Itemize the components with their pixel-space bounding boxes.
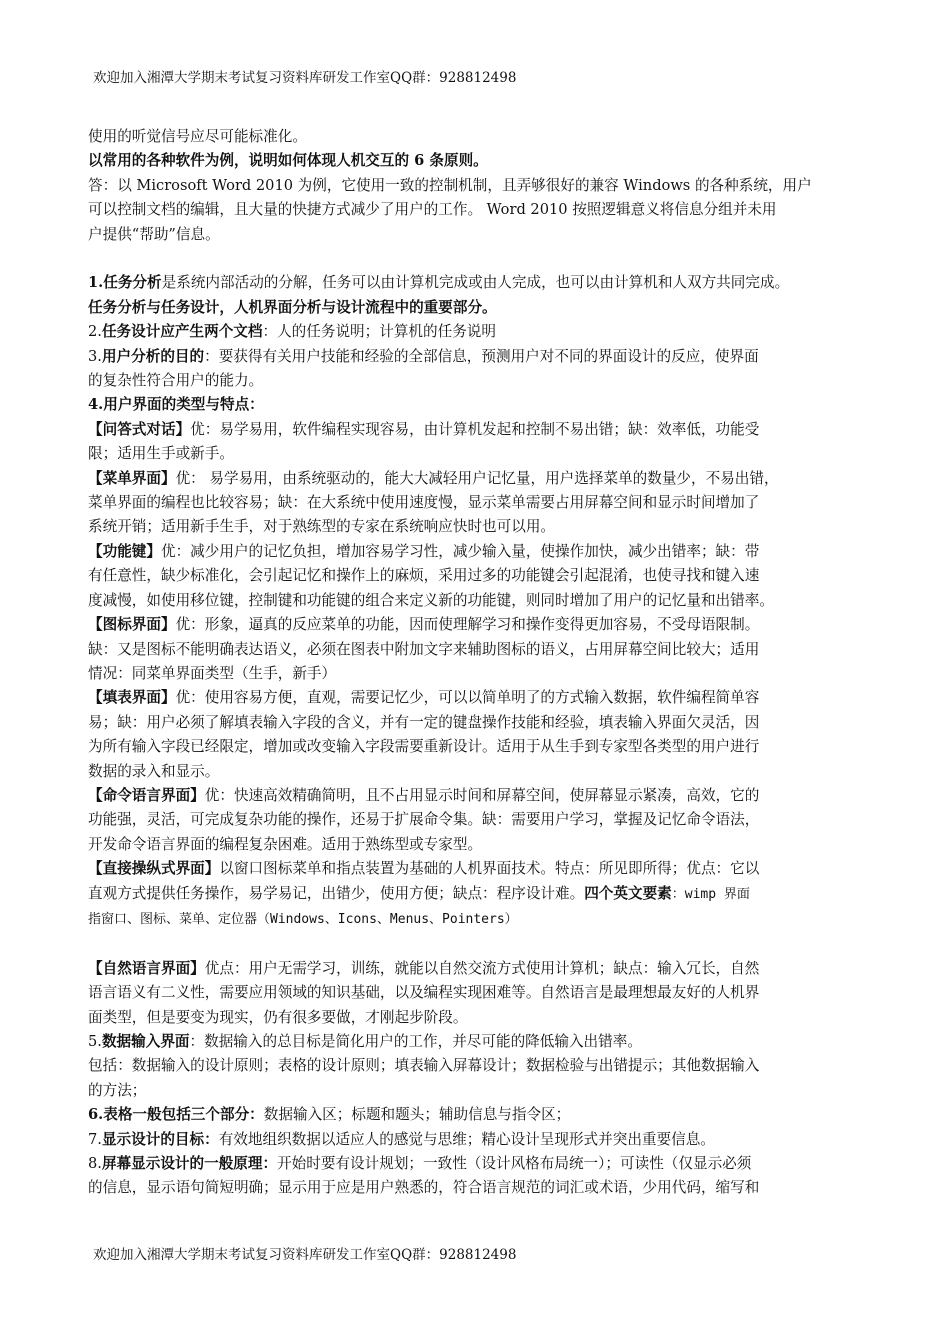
bold-text: 【图标界面】 [88, 616, 176, 634]
mono-text: ：wimp 界面 [671, 886, 750, 902]
bold-text: 任务分析与任务设计，人机界面分析与设计流程中的重要部分。 [88, 298, 497, 316]
text-span: 限；适用生手或新手。 [88, 445, 234, 463]
text-span: 优：使用容易方便，直观，需要记忆少，可以以简单明了的方式输入数据，软件编程简单容 [175, 689, 760, 707]
text-span: 缺：又是图标不能明确表达语义，必须在图表中附加文字来辅助图标的语义，占用屏幕空间比较大；适用 [88, 640, 760, 658]
text-span: 优：快速高效精确简明，且不占用显示时间和屏幕空间，使屏幕显示紧凑，高效，它的 [204, 786, 760, 804]
text-span: 数据输入区；标题和题头；辅助信息与指令区； [263, 1106, 571, 1124]
text-span: 优点：用户无需学习，训练，就能以自然交流方式使用计算机；缺点：输入冗长，自然 [204, 959, 760, 977]
text-line [88, 882, 878, 907]
text-span: 有效地组织数据以适应人的感觉与思维；精心设计呈现形式并突出重要信息。 [218, 1130, 715, 1148]
text-span: 答：以 Microsoft Word 2010 为例，它使用一致的控制机制，且弄够很好的兼容 Windows 的各种系统，用户 [88, 176, 812, 194]
bold-text: 【直接操纵式界面】 [88, 860, 220, 878]
document-body [88, 125, 878, 1201]
text-span: 有任意性，缺少标准化，会引起记忆和操作上的麻烦，采用过多的功能键会引起混淆，也使寻找和键入速 [88, 567, 760, 585]
text-span: 优： 易学易用，由系统驱动的，能大大减轻用户记忆量，用户选择菜单的数量少，不易出错， [175, 469, 779, 487]
text-line [88, 1128, 878, 1152]
text-span: 菜单界面的编程也比较容易；缺：在大系统中使用速度慢，显示菜单需要占用屏幕空间和显示时间增加了 [88, 494, 760, 512]
text-line [88, 320, 878, 344]
text-line [88, 1054, 878, 1078]
text-span: 包括：数据输入的设计原则；表格的设计原则；填表输入屏幕设计；数据检验与出错提示；其他数据输入 [88, 1057, 760, 1075]
page-footer: 欢迎加入湘潭大学期末考试复习资料库研发工作室QQ群：928812498 [93, 1247, 517, 1263]
bold-text: 6.表格一般包括三个部分： [88, 1106, 264, 1124]
bold-text: 显示设计的目标： [101, 1130, 219, 1148]
bold-text: 用户分析的目的 [101, 347, 205, 365]
text-span: 是系统内部活动的分解，任务可以由计算机完成或由人完成，也可以由计算机和人双方共同完成。 [161, 274, 790, 292]
text-line [88, 784, 878, 808]
text-span: 优：减少用户的记忆负担，增加容易学习性，减少输入量，使操作加快，减少出错率；缺：带 [160, 542, 760, 560]
text-span: 情况：同菜单界面类型（生手，新手） [88, 664, 337, 682]
text-span: 开始时要有设计规划；一致性（设计风格布局统一）；可读性（仅显示必须 [277, 1155, 752, 1173]
text-line [88, 125, 878, 149]
text-line [88, 296, 878, 320]
bold-text: 【命令语言界面】 [88, 786, 205, 804]
text-span: 7. [88, 1130, 102, 1148]
text-span: 2. [88, 323, 102, 341]
text-line [88, 1079, 878, 1103]
text-span: 优：易学易用，软件编程实现容易，由计算机发起和控制不易出错；缺：效率低，功能受 [190, 420, 760, 438]
text-line [88, 613, 878, 637]
text-line [88, 442, 878, 466]
text-line [88, 223, 878, 247]
text-line [88, 369, 878, 393]
text-span: ：数据输入的总目标是简化用户的工作，并尽可能的降低输入出错率。 [189, 1033, 642, 1050]
text-span: 语言语义有二义性，需要应用领域的知识基础，以及编程实现困难等。自然语言是最理想最友好的人机界 [88, 984, 760, 1002]
text-span: 以窗口图标菜单和指点装置为基础的人机界面技术。特点：所见即所得；优点：它以 [219, 860, 760, 878]
text-line [88, 1006, 878, 1030]
text-span: ：要获得有关用户技能和经验的全部信息，预测用户对不同的界面设计的反应，使界面 [204, 347, 759, 365]
text-line [88, 808, 878, 832]
bold-text: 【填表界面】 [88, 689, 176, 707]
text-line [88, 418, 878, 442]
text-span: 面类型，但是要变为现实，仍有很多要做，才刚起步阶段。 [88, 1008, 468, 1026]
bold-text: 屏幕显示设计的一般原理： [101, 1155, 278, 1173]
text-span: 直观方式提供任务操作，易学易记，出错少，使用方便；缺点：程序设计难。 [88, 884, 585, 902]
text-line [88, 1030, 878, 1054]
bold-text: 【功能键】 [88, 542, 161, 560]
bold-text: 1.任务分析 [88, 274, 162, 292]
text-span: 开发命令语言界面的编程复杂困难。适用于熟练型或专家型。 [88, 835, 483, 853]
text-line [88, 174, 878, 198]
text-span: 8. [88, 1155, 102, 1173]
text-line [88, 198, 878, 222]
bold-text: 以常用的各种软件为例，说明如何体现人机交互的 6 条原则。 [88, 152, 488, 170]
text-span: 数据的录入和显示。 [88, 762, 220, 780]
text-span: 功能强，灵活，可完成复杂功能的操作，还易于扩展命令集。缺：需要用户学习，掌握及记忆命令语法， [88, 811, 760, 829]
text-span: 度减慢，如使用移位键，控制键和功能键的组合来定义新的功能键，则同时增加了用户的记忆量和出错率。 [88, 591, 774, 609]
bold-text: 四个英文要素 [584, 884, 672, 902]
bold-text: 4.用户界面的类型与特点： [88, 396, 264, 414]
text-line [88, 1103, 878, 1127]
bold-text: 【自然语言界面】 [88, 959, 205, 977]
question-heading [88, 149, 878, 173]
text-line [88, 564, 878, 588]
text-line [88, 589, 878, 613]
text-line [88, 760, 878, 784]
text-line [88, 540, 878, 564]
text-span: 的信息，显示语句简短明确；显示用于应是用户熟悉的，符合语言规范的词汇或术语，少用代码，缩写和 [88, 1179, 760, 1197]
section-heading [88, 393, 878, 417]
text-span: 的方法； [88, 1081, 147, 1099]
text-line [88, 515, 878, 539]
text-line [88, 662, 878, 686]
bold-text: 数据输入界面 [101, 1033, 190, 1050]
text-line [88, 981, 878, 1005]
text-span: ：人的任务说明；计算机的任务说明 [262, 323, 496, 341]
text-line [88, 735, 878, 759]
text-span: 易；缺：用户必须了解填表输入字段的含义，并有一定的键盘操作技能和经验，填表输入界面欠灵活，因 [88, 713, 760, 731]
text-line [88, 686, 878, 710]
text-line [88, 711, 878, 735]
text-line [88, 1176, 878, 1200]
text-line [88, 467, 878, 491]
text-line [88, 957, 878, 981]
text-span: 的复杂性符合用户的能力。 [88, 372, 264, 390]
page-header: 欢迎加入湘潭大学期末考试复习资料库研发工作室QQ群：928812498 [93, 70, 517, 86]
text-span: 优：形象，逼真的反应菜单的功能，因而使理解学习和操作变得更加容易，不受母语限制。 [175, 616, 760, 634]
text-line [88, 491, 878, 515]
text-span: 系统开销；适用新手生手，对于熟练型的专家在系统响应快时也可以用。 [88, 518, 556, 536]
text-span: 使用的听觉信号应尽可能标准化。 [88, 128, 307, 145]
text-span: 5. [88, 1033, 102, 1050]
text-line [88, 857, 878, 881]
mono-text: 指窗口、图标、菜单、定位器（Windows、Icons、Menus、Pointers） [88, 911, 518, 927]
blank-line [88, 932, 878, 956]
text-line [88, 271, 878, 295]
text-span: 户提供“帮助”信息。 [88, 225, 220, 243]
bold-text: 【问答式对话】 [88, 420, 191, 438]
text-line [88, 638, 878, 662]
bold-text: 【菜单界面】 [88, 469, 176, 487]
text-line [88, 1152, 878, 1176]
text-line [88, 833, 878, 857]
blank-line [88, 247, 878, 271]
text-span: 为所有输入字段已经限定，增加或改变输入字段需要重新设计。适用于从生手到专家型各类型的用户进行 [88, 738, 760, 756]
bold-text: 任务设计应产生两个文档 [101, 323, 263, 341]
text-span: 可以控制文档的编辑，且大量的快捷方式减少了用户的工作。 Word 2010 按照逻辑意义将信息分组并未用 [88, 201, 777, 219]
text-span: 3. [88, 347, 102, 365]
text-line [88, 345, 878, 369]
text-line [88, 907, 878, 932]
